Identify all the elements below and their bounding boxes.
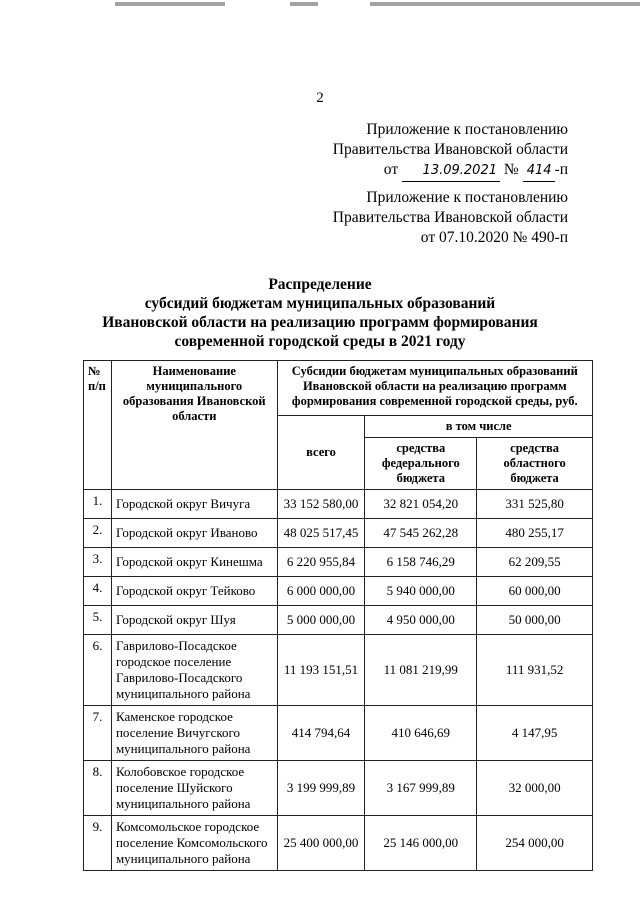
appendix-line: Правительства Ивановской области xyxy=(332,209,568,226)
federal-amount: 4 950 000,00 xyxy=(365,606,477,635)
municipality-name: Каменское городское поселение Вичугского муниципального района xyxy=(111,706,277,761)
title-line: современной городской среды в 2021 году xyxy=(174,333,466,350)
table-row xyxy=(84,816,593,871)
title-line: субсидий бюджетам муниципальных образований xyxy=(144,295,496,312)
total-amount: 48 025 517,45 xyxy=(277,519,365,548)
table-row xyxy=(84,577,593,606)
appendix-current xyxy=(333,120,568,182)
number-suffix: -п xyxy=(554,161,568,178)
row-number: 7. xyxy=(84,706,112,761)
header-name: Наименование муниципального образования Ивановской области xyxy=(111,361,277,490)
regional-amount: 4 147,95 xyxy=(477,706,593,761)
table-row xyxy=(84,635,593,706)
municipality-name: Гаврилово-Посадское городское поселение Гаврилово-Посадского муниципального района xyxy=(111,635,277,706)
total-amount: 33 152 580,00 xyxy=(277,490,365,519)
municipality-name: Городской округ Иваново xyxy=(111,519,277,548)
row-number: 2. xyxy=(84,519,112,548)
appendix-line: Правительства Ивановской области xyxy=(332,141,568,158)
federal-amount: 6 158 746,29 xyxy=(365,548,477,577)
regional-amount: 111 931,52 xyxy=(477,635,593,706)
regional-amount: 480 255,17 xyxy=(477,519,593,548)
row-number: 1. xyxy=(84,490,112,519)
federal-amount: 47 545 262,28 xyxy=(365,519,477,548)
appendix-line: Приложение к постановлению xyxy=(366,121,568,138)
total-amount: 11 193 151,51 xyxy=(277,635,365,706)
total-amount: 3 199 999,89 xyxy=(277,761,365,816)
regional-amount: 50 000,00 xyxy=(477,606,593,635)
table-row xyxy=(84,706,593,761)
regional-amount: 60 000,00 xyxy=(477,577,593,606)
row-number: 4. xyxy=(84,577,112,606)
document-title xyxy=(0,275,640,351)
municipality-name: Колобовское городское поселение Шуйского муниципального района xyxy=(111,761,277,816)
header-federal: средства федерального бюджета xyxy=(365,438,477,490)
total-amount: 414 794,64 xyxy=(277,706,365,761)
header-regional: средства областного бюджета xyxy=(477,438,593,490)
row-number: 6. xyxy=(84,635,112,706)
appendix-previous xyxy=(333,188,568,248)
row-number: 5. xyxy=(84,606,112,635)
federal-amount: 25 146 000,00 xyxy=(365,816,477,871)
regional-amount: 331 525,80 xyxy=(477,490,593,519)
date-prefix: от xyxy=(383,161,399,178)
page-number: 2 xyxy=(316,90,324,106)
header-total: всего xyxy=(277,416,365,490)
federal-amount: 11 081 219,99 xyxy=(365,635,477,706)
table-row xyxy=(84,519,593,548)
municipality-name: Городской округ Вичуга xyxy=(111,490,277,519)
row-number: 8. xyxy=(84,761,112,816)
handwritten-date: 13.09.2021 xyxy=(402,161,500,182)
regional-amount: 32 000,00 xyxy=(477,761,593,816)
federal-amount: 410 646,69 xyxy=(365,706,477,761)
federal-amount: 3 167 999,89 xyxy=(365,761,477,816)
appendix-line: Приложение к постановлению xyxy=(366,189,568,206)
scan-artifact xyxy=(115,2,225,6)
federal-amount: 32 821 054,20 xyxy=(365,490,477,519)
total-amount: 6 000 000,00 xyxy=(277,577,365,606)
table-body xyxy=(84,490,593,871)
number-sign: № xyxy=(503,161,519,178)
table-row xyxy=(84,761,593,816)
municipality-name: Городской округ Тейково xyxy=(111,577,277,606)
appendix-line: от 07.10.2020 № 490-п xyxy=(420,229,568,246)
federal-amount: 5 940 000,00 xyxy=(365,577,477,606)
row-number: 9. xyxy=(84,816,112,871)
municipality-name: Городской округ Шуя xyxy=(111,606,277,635)
total-amount: 25 400 000,00 xyxy=(277,816,365,871)
scan-artifact xyxy=(290,2,318,6)
title-line: Ивановской области на реализацию программ формирования xyxy=(102,314,538,331)
scan-artifact xyxy=(370,2,640,6)
handwritten-number: 414 xyxy=(523,161,555,182)
table-row xyxy=(84,606,593,635)
header-subsidies: Субсидии бюджетам муниципальных образований Ивановской области на реализацию программ формирования современной городской среды, руб. xyxy=(277,361,592,416)
row-number: 3. xyxy=(84,548,112,577)
title-line: Распределение xyxy=(268,276,372,293)
header-num: № п/п xyxy=(84,361,112,490)
municipality-name: Городской округ Кинешма xyxy=(111,548,277,577)
table-row xyxy=(84,548,593,577)
subsidy-table xyxy=(83,360,593,871)
header-including: в том числе xyxy=(365,416,593,438)
table-row xyxy=(84,490,593,519)
total-amount: 5 000 000,00 xyxy=(277,606,365,635)
municipality-name: Комсомольское городское поселение Комсомольского муниципального района xyxy=(111,816,277,871)
appendix-date-line xyxy=(333,160,568,182)
regional-amount: 62 209,55 xyxy=(477,548,593,577)
regional-amount: 254 000,00 xyxy=(477,816,593,871)
total-amount: 6 220 955,84 xyxy=(277,548,365,577)
